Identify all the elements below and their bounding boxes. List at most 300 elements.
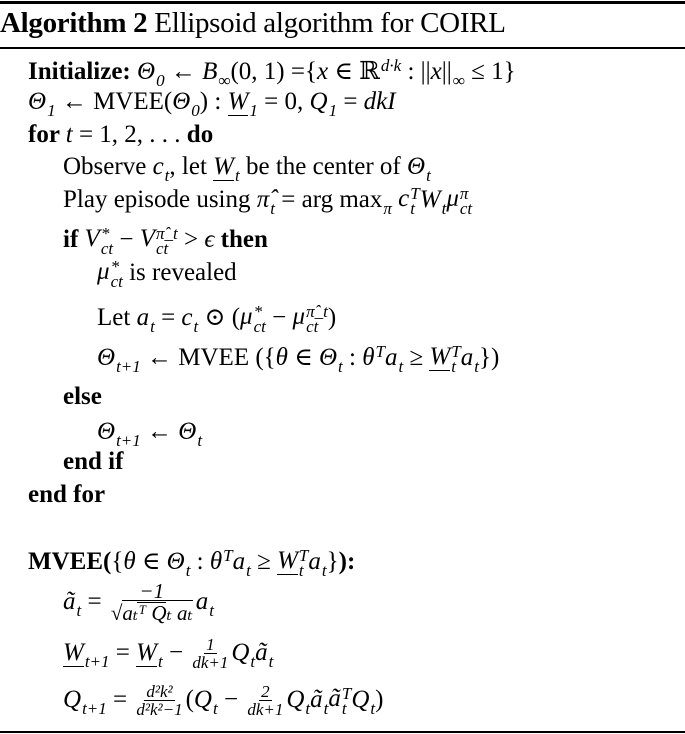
subscript: t [321, 560, 327, 580]
algorithm-line-10 [63, 382, 102, 412]
token-base: do [186, 121, 214, 148]
math-token [178, 225, 205, 255]
token-base: = arg max [275, 186, 383, 213]
token-base: W [429, 343, 451, 371]
math-token [431, 57, 442, 87]
subscript: t+1 [84, 651, 110, 671]
math-token [460, 343, 479, 376]
algorithm-title [0, 7, 506, 40]
token-base: a [308, 548, 321, 575]
math-token [210, 547, 233, 577]
subscript: t [441, 198, 447, 218]
scripts [298, 545, 309, 580]
token-base: c [391, 185, 410, 213]
fraction-denominator [136, 701, 182, 718]
scripts [197, 430, 203, 450]
subscript: ct [459, 198, 473, 218]
subscript: t [250, 651, 256, 671]
superscript: T [298, 545, 309, 565]
math-token [227, 87, 258, 120]
fraction-numerator: 1 [206, 634, 215, 654]
math-token [240, 301, 266, 336]
token-base: Θ [28, 88, 47, 115]
token-base: ⊙ ( [198, 304, 241, 331]
subscript: t [185, 560, 191, 580]
math-token [97, 417, 141, 450]
algorithm-line-17 [63, 681, 384, 719]
token-base: || [441, 58, 452, 85]
token-base: Observe [63, 153, 153, 180]
subscript: ct [253, 316, 266, 336]
token-base: = [81, 588, 108, 615]
scripts [306, 301, 328, 336]
token-base: π̂ [256, 186, 270, 213]
math-token [63, 225, 85, 255]
math-token [256, 185, 276, 218]
math-token [213, 152, 240, 185]
token-base: ã [63, 588, 76, 615]
math-token [202, 57, 231, 90]
token-base: a [136, 304, 150, 331]
subscript: t [323, 698, 329, 718]
scripts [459, 183, 473, 218]
subscript: t [426, 165, 431, 185]
algorithm-line-2 [28, 87, 396, 120]
scripts [110, 256, 123, 291]
token-base: be the center of [239, 153, 407, 180]
math-token [327, 547, 339, 577]
token-base: Q [351, 686, 370, 713]
algorithm-line-5 [63, 183, 473, 218]
token-base: θ [362, 344, 375, 371]
math-token [362, 343, 385, 373]
math-token [63, 152, 153, 182]
subscript: t [474, 356, 479, 376]
token-base: then [220, 226, 268, 253]
math-token [339, 547, 356, 577]
subscript: t [268, 651, 274, 671]
token-base: = 0, [257, 88, 310, 115]
token-base: ã [328, 685, 341, 713]
math-token [186, 685, 194, 715]
token-base: ϵ [204, 226, 221, 253]
token-base: W [277, 547, 298, 575]
scripts [341, 683, 352, 718]
token-base: : [342, 344, 363, 371]
token-base: Q [193, 686, 212, 713]
math-token [136, 303, 155, 336]
token-base: ≥ [403, 344, 430, 371]
superscript: π [459, 183, 469, 203]
math-token [63, 382, 102, 412]
math-token [465, 57, 516, 87]
token-base: a [384, 344, 398, 371]
math-token [163, 638, 190, 668]
math-token [193, 685, 218, 718]
math-token [136, 638, 163, 671]
token-base: ( [185, 686, 194, 713]
math-token [169, 152, 213, 182]
token-base: x [316, 58, 329, 85]
subscript: t [370, 698, 376, 718]
math-token [84, 223, 114, 258]
math-token [155, 303, 182, 333]
scripts [209, 600, 214, 620]
math-token [429, 341, 461, 376]
fraction [136, 683, 182, 718]
token-base: ) : [199, 88, 228, 115]
math-token [419, 185, 447, 218]
subscript: 0 [191, 100, 200, 120]
math-token [136, 547, 167, 577]
token-base: μ [292, 303, 306, 331]
math-token [172, 87, 200, 120]
token-base: = [154, 304, 182, 331]
math-token [255, 638, 274, 671]
token-base: = 1, 2, . . . [72, 121, 187, 148]
token-base: − [162, 639, 190, 666]
scripts [253, 301, 266, 336]
token-base: μ [446, 185, 459, 213]
superscript: T [451, 341, 461, 361]
token-base: a [232, 548, 246, 575]
math-token [275, 185, 392, 218]
subscript: ct [100, 238, 114, 258]
subscript: t [341, 698, 347, 718]
math-token [190, 547, 209, 577]
token-base: = [106, 686, 134, 713]
token-base: Let [97, 304, 137, 331]
algorithm-line-6 [63, 223, 268, 258]
scripts [452, 70, 465, 90]
math-token [407, 152, 431, 185]
token-base: c [181, 304, 193, 331]
superscript: T [341, 683, 352, 703]
token-base: W [213, 153, 234, 180]
subscript: t [197, 430, 203, 450]
token-base: Θ [166, 548, 185, 575]
superscript: T [410, 183, 420, 203]
token-base: Play episode using [63, 186, 257, 213]
scripts [191, 100, 200, 120]
algorithm-line-7 [97, 256, 237, 291]
token-base: − [113, 226, 140, 253]
superscript: π̂_t [306, 301, 328, 321]
subscript: ct [306, 316, 319, 336]
token-base: θ [275, 344, 288, 371]
token-base: ← MVEE( [55, 88, 173, 115]
fraction-numerator: d²k² [146, 681, 173, 701]
math-token [165, 57, 203, 87]
math-token [204, 225, 220, 255]
fraction [192, 636, 228, 671]
math-token [28, 120, 66, 150]
denominator-text: aₜᵀ Qₜ aₜ [122, 600, 193, 625]
scripts [223, 545, 233, 565]
math-token [111, 547, 123, 577]
token-base: if [63, 226, 85, 253]
subscript: ct [155, 238, 169, 258]
token-base: x [430, 58, 442, 85]
math-token [328, 303, 336, 333]
token-base: μ [240, 303, 253, 331]
token-base: − [265, 304, 293, 331]
scripts [410, 183, 420, 218]
token-base: B [202, 58, 218, 85]
scripts [451, 341, 461, 376]
token-base: : || [401, 58, 431, 85]
math-token [308, 547, 327, 580]
scripts [268, 651, 274, 671]
token-base: ∈ [287, 344, 319, 371]
token-base: Θ [97, 344, 116, 371]
superscript: T [375, 341, 385, 361]
token-base: ) [375, 686, 384, 713]
token-base: Q [286, 686, 305, 713]
fraction-denominator [192, 654, 228, 671]
algorithm-line-13 [28, 480, 105, 510]
algorithm-line-15 [63, 578, 214, 625]
token-base: Initialize: [28, 58, 131, 85]
scripts [380, 55, 402, 75]
math-token [28, 480, 105, 510]
algorithm-line-4 [63, 152, 431, 185]
math-token [110, 638, 137, 668]
token-base: is revealed [122, 259, 237, 286]
superscript: π̂_t [155, 223, 178, 243]
bottom-rule [0, 731, 685, 733]
math-token [479, 343, 499, 373]
math-token [391, 183, 420, 218]
top-rule [0, 1, 685, 4]
subscript: t [76, 600, 82, 620]
fraction [247, 683, 283, 718]
math-token [317, 57, 328, 87]
token-base: Q [63, 686, 82, 713]
token-base: ã [310, 686, 323, 713]
title-rule [0, 47, 685, 49]
token-base: ≤ 1} [464, 58, 516, 85]
token-base: else [63, 383, 102, 410]
subscript: t [246, 560, 251, 580]
math-token [384, 343, 404, 376]
token-base: , let [169, 153, 214, 180]
math-token [152, 152, 170, 185]
math-token [187, 120, 213, 150]
subscript: t [234, 165, 240, 185]
token-base: (0, 1) ={ [230, 58, 317, 85]
token-base: Q [231, 639, 250, 666]
math-token [337, 87, 364, 117]
subscript: t [298, 560, 304, 580]
algorithm-caption: Ellipsoid algorithm for COIRL [154, 7, 506, 39]
scripts [82, 698, 107, 718]
token-base: ) [327, 304, 337, 331]
token-base: W [63, 639, 84, 666]
superscript: * [253, 301, 263, 321]
math-token [232, 547, 251, 580]
math-token [178, 417, 203, 450]
superscript: * [100, 223, 110, 243]
math-token [56, 87, 173, 117]
subscript: t [398, 356, 404, 376]
math-token [403, 343, 429, 373]
subscript: t [270, 198, 276, 218]
token-base: V [84, 225, 100, 253]
denominator-text: d²k²−1 [136, 699, 183, 719]
subscript: t [212, 698, 218, 718]
token-base: Θ [97, 418, 116, 445]
token-base: { [111, 548, 124, 575]
token-base: ← [164, 58, 203, 85]
math-token [364, 87, 396, 117]
subscript: t [305, 698, 311, 718]
token-base: ∈ ℝ [328, 58, 380, 85]
math-token [63, 638, 110, 671]
math-token [123, 258, 237, 288]
token-base: = [337, 88, 364, 115]
scripts [155, 223, 178, 258]
subscript: t [150, 316, 155, 336]
algorithm-line-9 [97, 341, 500, 376]
subscript: t+1 [116, 356, 141, 376]
scripts [116, 356, 141, 376]
math-token [318, 343, 343, 376]
math-token [309, 87, 338, 120]
token-base: a [195, 588, 209, 615]
math-token [351, 685, 376, 718]
superscript: d·k [380, 55, 402, 75]
token-base: V [139, 225, 155, 253]
subscript: t [164, 165, 170, 185]
subscript: t [209, 600, 214, 620]
subscript: t [338, 356, 343, 376]
math-token [328, 683, 352, 718]
subscript: t [410, 198, 416, 218]
math-token [63, 685, 107, 718]
math-token [195, 587, 214, 620]
math-token [240, 152, 407, 182]
token-base: W [227, 88, 249, 115]
algorithm-line-12 [63, 447, 123, 477]
token-base: end if [63, 448, 124, 475]
token-base: c [152, 153, 164, 180]
subscript: t [157, 651, 163, 671]
token-base: ã [255, 639, 268, 666]
token-base: for [28, 121, 66, 148]
math-token [63, 447, 123, 477]
token-base: Θ [318, 344, 338, 371]
token-base: end for [28, 481, 106, 508]
token-base: dkI [363, 88, 396, 115]
superscript: * [110, 256, 120, 276]
scripts [156, 70, 165, 90]
fraction-denominator [247, 701, 283, 718]
math-token [28, 87, 56, 120]
subscript: t [451, 356, 456, 376]
math-token [343, 343, 362, 373]
token-base: − [217, 686, 245, 713]
algorithm-line-16 [63, 634, 274, 672]
math-token [107, 685, 134, 715]
subscript: 1 [47, 100, 56, 120]
subscript: t+1 [82, 698, 107, 718]
scripts [100, 223, 114, 258]
math-token [310, 685, 329, 718]
math-token [141, 343, 276, 373]
math-token [97, 343, 141, 376]
fraction-denominator [111, 600, 193, 625]
math-token [231, 638, 256, 671]
token-base: MVEE( [28, 548, 112, 575]
math-token [130, 57, 165, 90]
algorithm-line-3 [28, 120, 213, 150]
scripts [116, 430, 141, 450]
subscript: 0 [156, 70, 165, 90]
math-token [166, 547, 191, 580]
token-base: W [419, 186, 441, 213]
subscript: t [193, 316, 199, 336]
token-base: θ [123, 548, 136, 575]
scripts [328, 100, 338, 120]
token-base: Θ [172, 88, 191, 115]
scripts [249, 100, 258, 120]
math-token [139, 223, 178, 258]
subscript: ∞ [452, 70, 465, 90]
math-token [266, 303, 293, 333]
scripts [47, 100, 56, 120]
algorithm-line-14 [28, 545, 356, 580]
math-token [441, 57, 465, 90]
subscript: ct [110, 271, 123, 291]
token-base: W [136, 639, 157, 666]
superscript: T [223, 545, 233, 565]
math-token [446, 183, 473, 218]
token-base: = [109, 639, 137, 666]
denominator-text: dk+1 [247, 699, 284, 719]
subscript: π [383, 198, 392, 218]
math-token [123, 547, 135, 577]
math-token [97, 303, 137, 333]
math-token [218, 685, 245, 715]
fraction [111, 578, 193, 625]
token-base: } [326, 548, 339, 575]
token-base: }) [478, 344, 500, 371]
math-token [258, 87, 310, 117]
token-base: ∈ [135, 548, 167, 575]
math-token [28, 547, 111, 577]
token-base: Θ [178, 418, 197, 445]
fraction-numerator: −1 [139, 578, 165, 603]
subscript: ∞ [218, 70, 231, 90]
math-token [200, 87, 228, 117]
math-token [251, 547, 277, 577]
denominator-text: dk+1 [192, 652, 229, 672]
token-base: Θ [407, 153, 426, 180]
math-token [292, 301, 328, 336]
math-token [328, 57, 401, 87]
math-token [97, 256, 123, 291]
math-token [28, 57, 131, 87]
math-token [221, 225, 268, 255]
scripts [84, 651, 110, 671]
token-base: ← MVEE ({ [140, 344, 276, 371]
token-base: Q [309, 88, 328, 115]
subscript: 1 [249, 100, 258, 120]
math-token [81, 587, 108, 617]
token-base: ← [140, 418, 179, 445]
token-base: a [460, 344, 474, 371]
